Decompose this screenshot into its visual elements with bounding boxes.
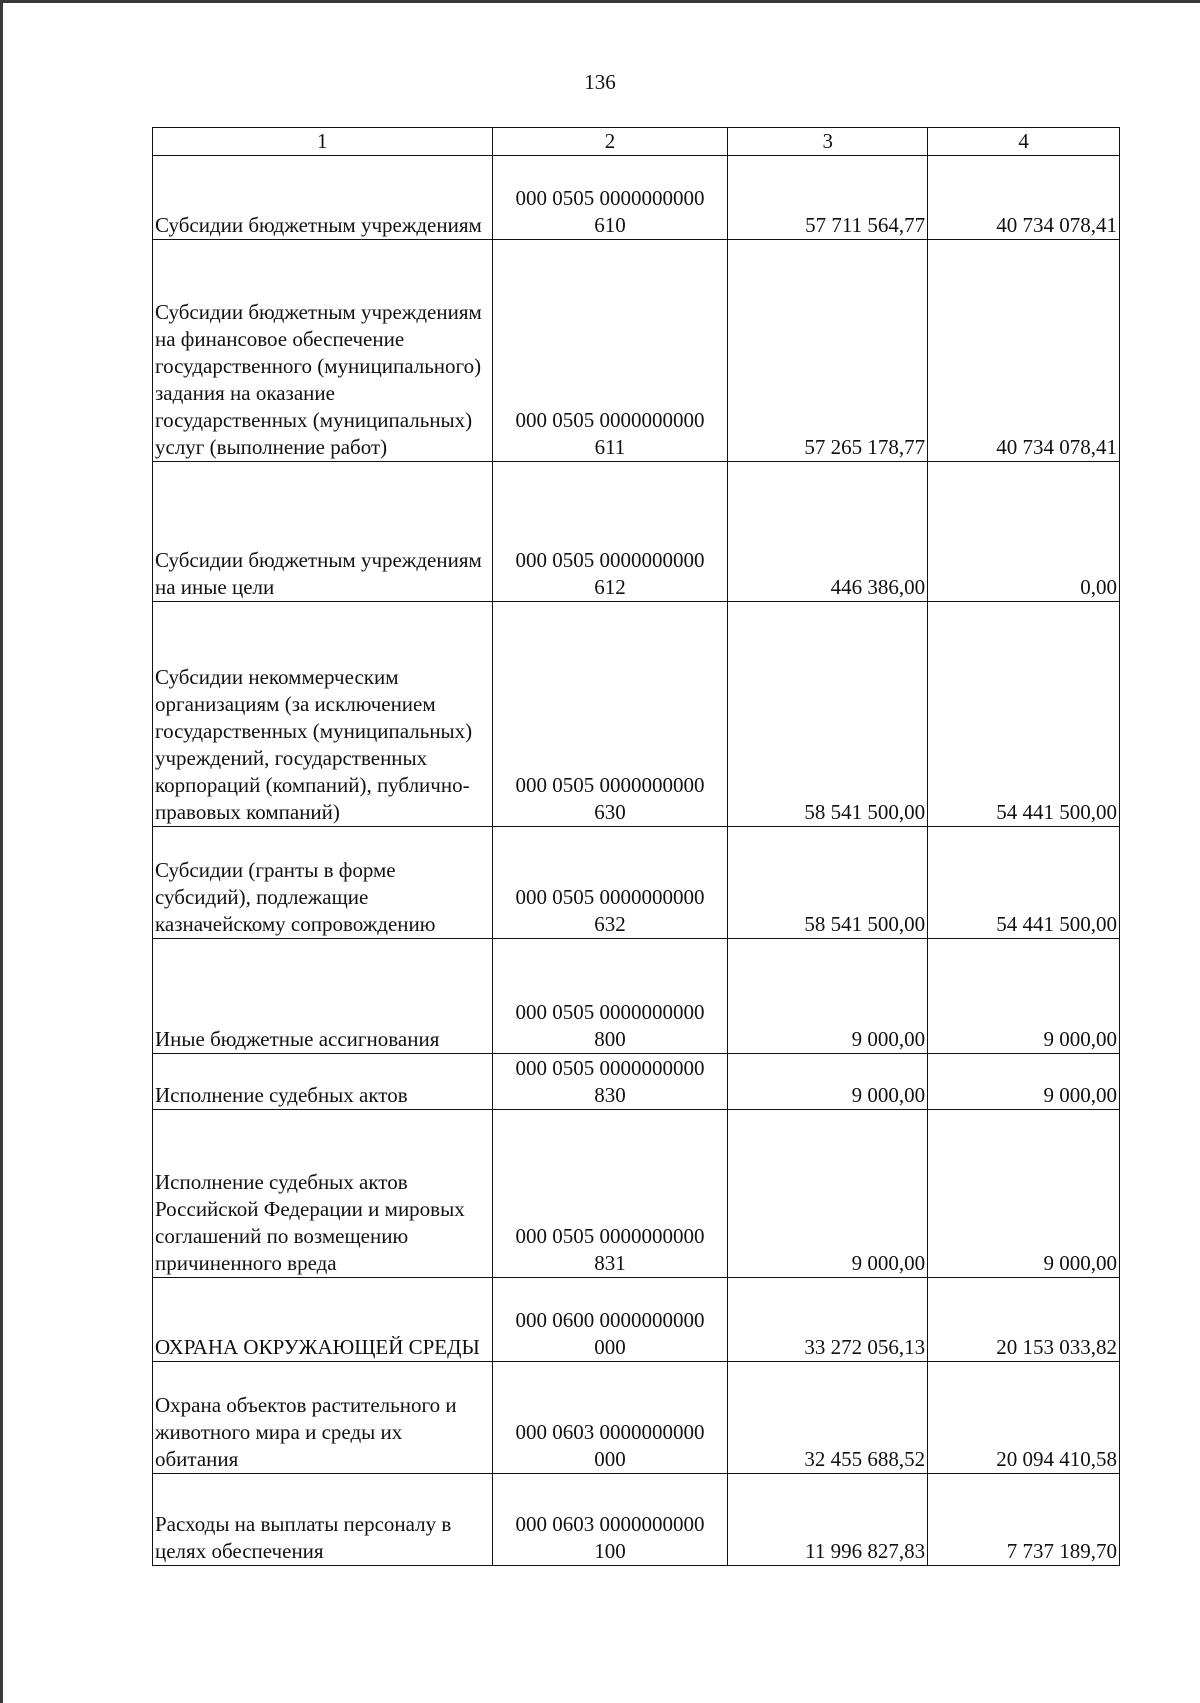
row-code: [492, 1110, 728, 1278]
table-row: [153, 156, 1120, 240]
row-code-type: 610: [594, 213, 626, 237]
row-code: [492, 1474, 728, 1566]
row-value-col3: 57 711 564,77: [728, 156, 928, 240]
row-code: [492, 827, 728, 939]
row-code-section: 000 0505 0000000000: [515, 1056, 705, 1080]
row-code-type: 000: [594, 1447, 626, 1471]
row-name: Исполнение судебных актов: [153, 1054, 493, 1110]
row-name: Расходы на выплаты персоналу в целях обеспечения: [153, 1474, 493, 1566]
row-code-section: 000 0603 0000000000: [515, 1512, 705, 1536]
row-name: Охрана объектов растительного и животного мира и среды их обитания: [153, 1362, 493, 1474]
row-code: [492, 156, 728, 240]
row-code-type: 632: [594, 912, 626, 936]
row-code: [492, 462, 728, 602]
header-col-1: 1: [153, 128, 493, 156]
row-value-col4: 40 734 078,41: [928, 240, 1120, 462]
row-code-section: 000 0505 0000000000: [515, 186, 705, 210]
table-row: [153, 602, 1120, 827]
row-name: Исполнение судебных актов Российской Федерации и мировых соглашений по возмещению причиненного вреда: [153, 1110, 493, 1278]
row-value-col3: 57 265 178,77: [728, 240, 928, 462]
row-code-section: 000 0505 0000000000: [515, 1224, 705, 1248]
table-row: [153, 1054, 1120, 1110]
scan-border-left: [0, 0, 3, 1703]
row-code-section: 000 0505 0000000000: [515, 885, 705, 909]
table-row: [153, 1110, 1120, 1278]
header-col-3: 3: [728, 128, 928, 156]
row-value-col3: 446 386,00: [728, 462, 928, 602]
row-value-col3: 9 000,00: [728, 1110, 928, 1278]
row-value-col4: 0,00: [928, 462, 1120, 602]
row-name: Иные бюджетные ассигнования: [153, 939, 493, 1054]
row-value-col3: 58 541 500,00: [728, 827, 928, 939]
row-value-col4: 9 000,00: [928, 1054, 1120, 1110]
table-row: [153, 939, 1120, 1054]
row-code-section: 000 0505 0000000000: [515, 408, 705, 432]
row-name: Субсидии бюджетным учреждениям: [153, 156, 493, 240]
row-value-col4: 54 441 500,00: [928, 602, 1120, 827]
table-row: [153, 462, 1120, 602]
table-row: [153, 1362, 1120, 1474]
table-row: [153, 1278, 1120, 1362]
header-col-4: 4: [928, 128, 1120, 156]
row-code-type: 000: [594, 1335, 626, 1359]
row-code: [492, 1278, 728, 1362]
row-value-col4: 9 000,00: [928, 939, 1120, 1054]
scan-border-top: [0, 0, 1200, 3]
row-value-col3: 11 996 827,83: [728, 1474, 928, 1566]
row-code-type: 611: [594, 435, 626, 459]
row-code-type: 800: [594, 1027, 626, 1051]
row-code: [492, 939, 728, 1054]
row-code-type: 100: [594, 1539, 626, 1563]
row-code: [492, 1054, 728, 1110]
row-code: [492, 1362, 728, 1474]
row-code-section: 000 0505 0000000000: [515, 1000, 705, 1024]
row-value-col4: 20 153 033,82: [928, 1278, 1120, 1362]
table-row: [153, 827, 1120, 939]
row-name: ОХРАНА ОКРУЖАЮЩЕЙ СРЕДЫ: [153, 1278, 493, 1362]
row-value-col3: 58 541 500,00: [728, 602, 928, 827]
row-value-col4: 40 734 078,41: [928, 156, 1120, 240]
row-name: Субсидии бюджетным учреждениям на финансовое обеспечение государственного (муниципального) задания на оказание государственных (муниципальных) услуг (выполнение работ): [153, 240, 493, 462]
row-code: [492, 602, 728, 827]
row-code-section: 000 0505 0000000000: [515, 548, 705, 572]
row-name: Субсидии бюджетным учреждениям на иные цели: [153, 462, 493, 602]
row-value-col4: 54 441 500,00: [928, 827, 1120, 939]
table-row: [153, 240, 1120, 462]
row-code-type: 831: [594, 1251, 626, 1275]
row-code-section: 000 0603 0000000000: [515, 1420, 705, 1444]
row-value-col4: 20 094 410,58: [928, 1362, 1120, 1474]
row-value-col4: 7 737 189,70: [928, 1474, 1120, 1566]
row-value-col4: 9 000,00: [928, 1110, 1120, 1278]
row-code-type: 830: [594, 1083, 626, 1107]
row-code: [492, 240, 728, 462]
row-code-type: 630: [594, 800, 626, 824]
budget-table: [152, 127, 1120, 1566]
row-code-section: 000 0600 0000000000: [515, 1308, 705, 1332]
row-code-type: 612: [594, 575, 626, 599]
row-code-section: 000 0505 0000000000: [515, 773, 705, 797]
table-header-row: [153, 128, 1120, 156]
row-name: Субсидии некоммерческим организациям (за исключением государственных (муниципальных) учреждений, государственных корпораций (компаний), публично-правовых компаний): [153, 602, 493, 827]
table-row: [153, 1474, 1120, 1566]
header-col-2: 2: [492, 128, 728, 156]
page-number: 136: [584, 70, 616, 94]
row-value-col3: 32 455 688,52: [728, 1362, 928, 1474]
row-value-col3: 9 000,00: [728, 939, 928, 1054]
row-value-col3: 9 000,00: [728, 1054, 928, 1110]
row-name: Субсидии (гранты в форме субсидий), подлежащие казначейскому сопровождению: [153, 827, 493, 939]
row-value-col3: 33 272 056,13: [728, 1278, 928, 1362]
